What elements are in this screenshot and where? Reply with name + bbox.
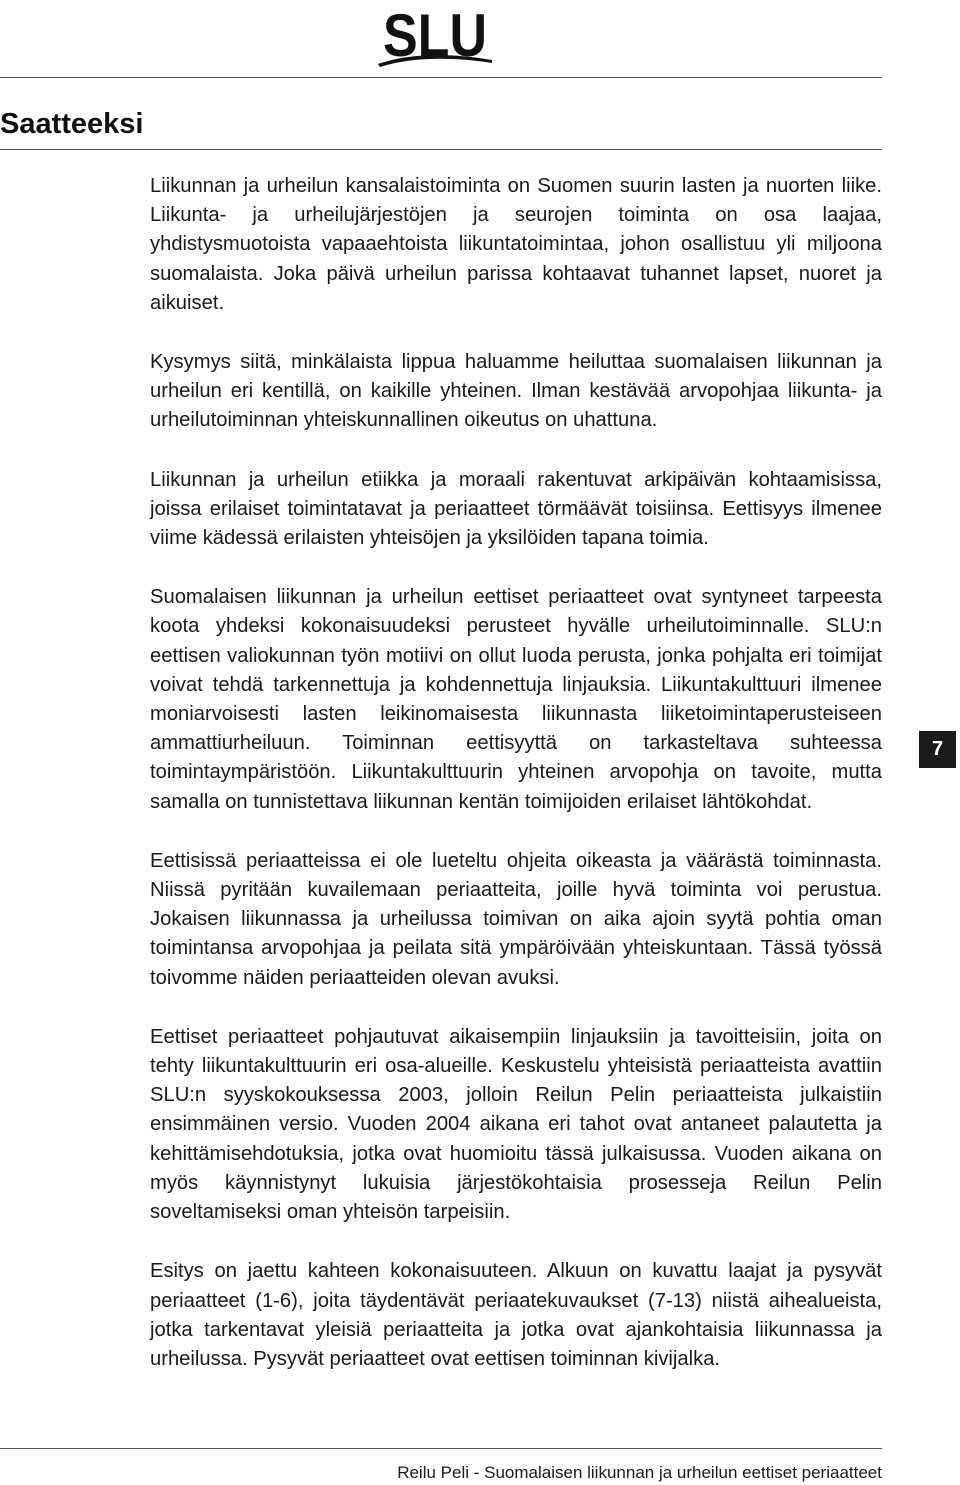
paragraph-2: Kysymys siitä, minkälaista lippua haluamme heiluttaa suomalaisen liikunnan ja urheilun eri kentillä, on kaikille yhteinen. Ilman kestävää arvopohjaa liikunta- ja urheilutoiminnan yhteiskunnallinen oikeutus on uhattuna. — [150, 351, 882, 432]
paragraph-7: Esitys on jaettu kahteen kokonaisuuteen. Alkuun on kuvattu laajat ja pysyvät periaatteet (1-6), joita täydentävät periaatekuvaukset (7-13) niistä aihealueista, jotka tarkentavat yleisiä periaatteita ja jotka ovat ajankohtaisia liikunnassa ja urheilussa. Pysyvät periaatteet ovat eettisen toiminnan kivijalka. — [150, 1260, 882, 1370]
header-rule — [0, 77, 882, 78]
page-number: 7 — [919, 731, 956, 768]
title-rule — [0, 149, 882, 150]
paragraph-5: Eettisissä periaatteissa ei ole lueteltu ohjeita oikeasta ja väärästä toiminnasta. Niissä pyritään kuvailemaan periaatteita, joille hyvä toiminta voi perustua. Jokaisen liikunnassa ja urheilussa toimivan on aika ajoin syytä pohtia oman toimintansa arvopohjaa ja peilata sitä ympäröivään yhteiskuntaan. Tässä työssä toivomme näiden periaatteiden olevan avuksi. — [150, 849, 882, 989]
slu-logo — [376, 2, 494, 68]
paragraph-3: Liikunnan ja urheilun etiikka ja moraali rakentuvat arkipäivän kohtaamisissa, joissa erilaiset toimintatavat ja periaatteet törmäävät toisiinsa. Eettisyys ilmenee viime kädessä erilaisten yhteisöjen ja yksilöiden tapana toimia. — [150, 468, 882, 550]
paragraph-1: Liikunnan ja urheilun kansalaistoiminta on Suomen suurin lasten ja nuorten liike. Liikunta- ja urheilujärjestöjen ja seurojen toiminta on osa laajaa, yhdistysmuotoista vapaaehtoista liikuntatoimintaa, johon osallistuu yli miljoona suomalaista. Joka päivä urheilun parissa kohtaavat tuhannet lapset, nuoret ja aikuiset. — [150, 175, 882, 314]
paragraph-6: Eettiset periaatteet pohjautuvat aikaisempiin linjauksiin ja tavoitteisiin, joita on tehty liikuntakulttuurin eri osa-alueille. Keskustelu yhteisistä periaatteista avattiin SLU:n syyskokouksessa 2003, jolloin Reilun Pelin periaatteista julkaistiin ensimmäinen versio. Vuoden 2004 aikana eri tahot ovat antaneet palautetta ja kehittämisehdotuksia, jotka ovat huomioitu tässä julkaisussa. Vuoden aikana on myös käynnistynyt lukuisia järjestökohtaisia prosesseja Reilun Pelin soveltamiseksi oman yhteisön tarpeisiin. — [150, 1025, 882, 1224]
paragraph-4: Suomalaisen liikunnan ja urheilun eettiset periaatteet ovat syntyneet tarpeesta koota yhdeksi kokonaisuudeksi perusteet hyvälle urheilutoiminnalle. SLU:n eettisen valiokunnan työn motiivi on ollut luoda perusta, jonka pohjalta eri toimijat voivat tehdä tarkennettuja ja kohdennettuja linjauksia. Liikuntakulttuuri ilmenee moniarvoisesti lasten leikinomaisesta liikunnasta liiketoimintaperusteiseen ammattiurheiluun. Toiminnan eettisyyttä on tarkasteltava suhteessa toimintaympäristöön. Liikuntakulttuurin yhteinen arvopohja on tavoite, mutta samalla on tunnistettava liikunnan kentän toimijoiden erilaiset lähtökohdat. — [150, 586, 882, 813]
slu-logo-text: SLU — [383, 2, 487, 68]
footer-rule — [0, 1448, 882, 1449]
body-text — [150, 172, 882, 1404]
page-title: Saatteeksi — [0, 108, 144, 140]
footer-text: Reilu Peli - Suomalaisen liikunnan ja urheilun eettiset periaatteet — [397, 1463, 882, 1482]
